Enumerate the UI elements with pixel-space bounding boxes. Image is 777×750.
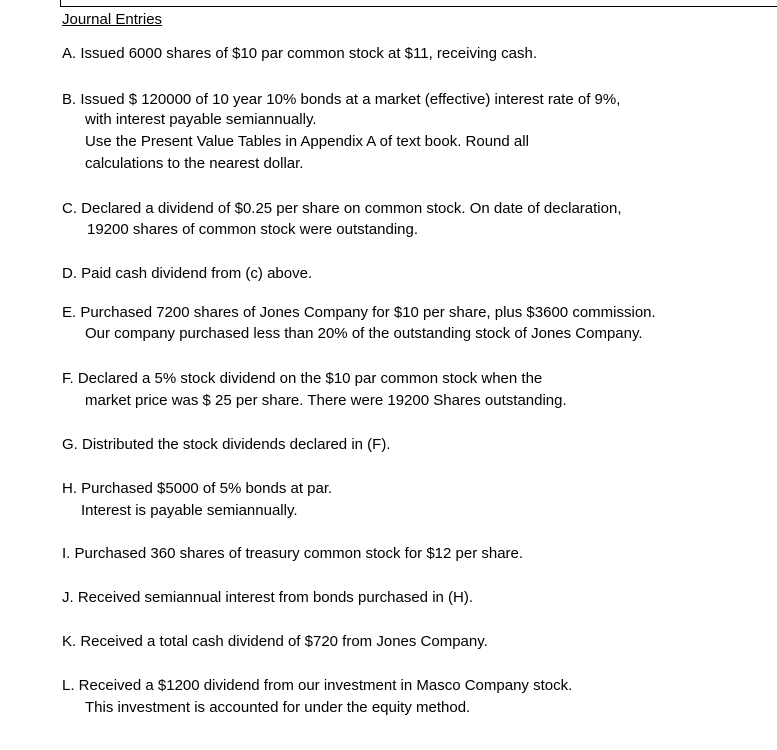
- entry-f-line-2: market price was $ 25 per share. There were 19200 Shares outstanding.: [85, 392, 567, 409]
- entry-c-line-2: 19200 shares of common stock were outstanding.: [87, 221, 419, 238]
- entry-g-line-1: G. Distributed the stock dividends declared in (F).: [62, 436, 391, 453]
- entry-b-line-4: calculations to the nearest dollar.: [85, 155, 304, 172]
- entry-l-line-1: L. Received a $1200 dividend from our investment in Masco Company stock.: [62, 677, 573, 694]
- entry-d-line-1: D. Paid cash dividend from (c) above.: [62, 265, 313, 282]
- entry-j-line-1: J. Received semiannual interest from bonds purchased in (H).: [62, 589, 474, 606]
- entry-b-line-3: Use the Present Value Tables in Appendix A of text book. Round all: [85, 133, 529, 150]
- entry-a-line-1: A. Issued 6000 shares of $10 par common stock at $11, receiving cash.: [62, 45, 537, 62]
- entry-b-line-2: with interest payable semiannually.: [85, 111, 317, 128]
- entry-l-line-2: This investment is accounted for under the equity method.: [85, 699, 471, 716]
- entry-c-line-1: C. Declared a dividend of $0.25 per share on common stock. On date of declaration,: [62, 200, 622, 217]
- entry-f-line-1: F. Declared a 5% stock dividend on the $10 par common stock when the: [62, 370, 543, 387]
- entry-e-line-1: E. Purchased 7200 shares of Jones Company for $10 per share, plus $3600 commission.: [62, 304, 656, 321]
- entry-b-line-1: B. Issued $ 120000 of 10 year 10% bonds at a market (effective) interest rate of 9%,: [62, 91, 621, 108]
- frame-left-border: [60, 0, 61, 7]
- entry-h-line-2: Interest is payable semiannually.: [81, 502, 298, 519]
- page-title: Journal Entries: [62, 11, 163, 28]
- entry-k-line-1: K. Received a total cash dividend of $720 from Jones Company.: [62, 633, 488, 650]
- frame-top-border: [60, 6, 777, 7]
- entry-i-line-1: I. Purchased 360 shares of treasury common stock for $12 per share.: [62, 545, 524, 562]
- entry-e-line-2: Our company purchased less than 20% of the outstanding stock of Jones Company.: [85, 325, 643, 342]
- entry-h-line-1: H. Purchased $5000 of 5% bonds at par.: [62, 480, 333, 497]
